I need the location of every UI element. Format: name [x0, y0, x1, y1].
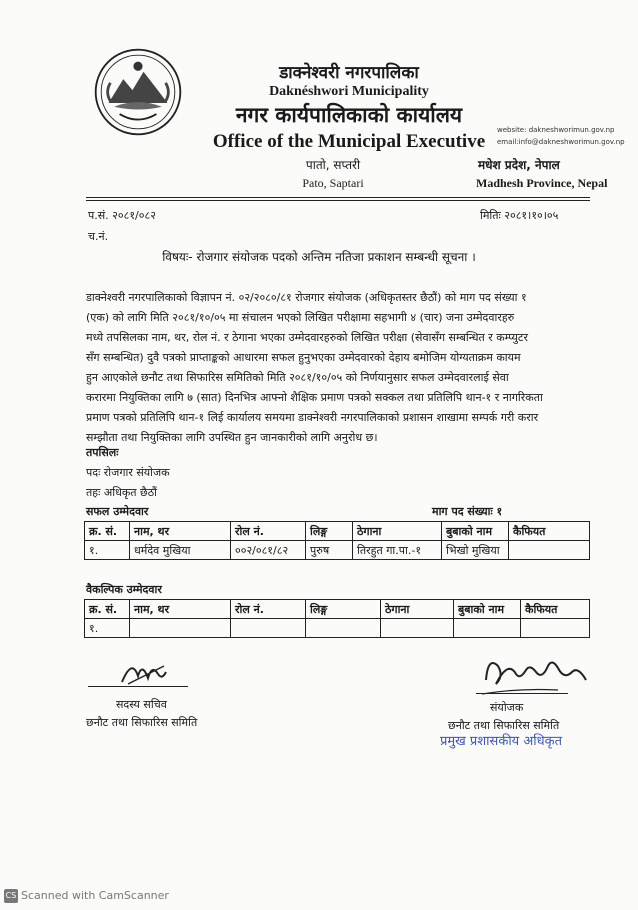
demand-count-label: माग पद संख्याः १: [432, 505, 503, 518]
body-line: सम्झौता तथा नियुक्तिका लागि उपस्थित हुन जानकारीको लागि अनुरोध छ।: [86, 431, 378, 444]
alternate-candidates-table: [84, 599, 590, 638]
table-row: [85, 619, 590, 638]
letter-number: प.सं. २०८१/०८२: [88, 209, 156, 222]
notice-body: [86, 288, 594, 448]
name-cell: [130, 619, 231, 638]
member-secretary-signature: [118, 654, 168, 688]
notice-subject: विषयः- रोजगार संयोजक पदको अन्तिम नतिजा प्रकाशन सम्बन्धी सूचना ।: [162, 250, 476, 264]
member-secretary-title: सदस्य सचिव: [116, 698, 167, 711]
office-name-nepali: नगर कार्यपालिकाको कार्यालय: [235, 103, 463, 127]
serial-cell: १.: [85, 619, 130, 638]
col-header: रोल नं.: [231, 522, 306, 541]
province-nepali: मधेश प्रदेश, नेपाल: [478, 158, 560, 172]
successful-candidates-label: सफल उम्मेदवार: [86, 505, 149, 518]
dispatch-number: च.नं.: [88, 230, 109, 243]
col-header: नाम, थर: [130, 600, 231, 619]
col-header: कैफियत: [509, 522, 590, 541]
col-header: बुबाको नाम: [442, 522, 509, 541]
body-line: हुन आएकोले छनौट तथा सिफारिस समितिको मिति २०८१/१०/०५ को निर्णयानुसार सफल उम्मेदवारलाई सेवा: [86, 371, 509, 384]
signature-line-right: [476, 693, 568, 694]
col-header: क्र. सं.: [85, 600, 130, 619]
table-header-row: [85, 600, 590, 619]
remarks-cell: [509, 541, 590, 560]
place-nepali: पातो, सप्तरी: [305, 158, 361, 172]
father-name-cell: भिखो मुखिया: [442, 541, 509, 560]
col-header: रोल नं.: [231, 600, 306, 619]
scanner-text: Scanned with CamScanner: [21, 889, 169, 902]
body-line: मध्ये तपसिलका नाम, थर, रोल नं. र ठेगाना भएका उम्मेदवारहरुको लिखित परीक्षा (सेवासँग सम्बन्धित र कम्प्युटर: [86, 331, 528, 344]
successful-candidates-table: [84, 521, 590, 560]
left-committee-name: छनौट तथा सिफारिस समिति: [86, 716, 198, 729]
address-cell: तिरहुत गा.पा.-१: [353, 541, 442, 560]
roll-cell: ००२/०८१/८२: [231, 541, 306, 560]
col-header: नाम, थर: [130, 522, 231, 541]
body-line: प्रमाण पत्रको प्रतिलिपि थान-१ लिई कार्यालय समयमा डाक्नेश्वरी नगरपालिकाको प्रशासन शाखामा सम्पर्क गरी करार: [86, 411, 539, 424]
col-header: लिङ्ग: [306, 600, 381, 619]
gender-cell: [306, 619, 381, 638]
alternate-candidates-label: वैकल्पिक उम्मेदवार: [86, 583, 162, 596]
level-label: तहः अधिकृत छैठौं: [86, 486, 158, 499]
gender-cell: पुरुष: [306, 541, 353, 560]
father-name-cell: [454, 619, 521, 638]
header-divider: [86, 197, 590, 198]
remarks-cell: [521, 619, 590, 638]
body-line: करारमा नियुक्तिका लागि ७ (सात) दिनभित्र आफ्नो शैक्षिक प्रमाण पत्रको सक्कल तथा प्रतिलिपि थान-१ र नागरिकता: [86, 391, 543, 404]
body-line: (एक) को लागि मिति २०८१/१०/०५ मा संचालन भएको लिखित परीक्षामा सहभागी ४ (चार) जना उम्मेदवारहरु: [86, 311, 515, 324]
org-name-english: Daknéshwori Municipality: [269, 84, 429, 99]
details-heading: तपसिलः: [86, 446, 119, 459]
scanner-watermark: [4, 889, 169, 903]
col-header: कैफियत: [521, 600, 590, 619]
right-committee-name: छनौट तथा सिफारिस समिति: [448, 719, 560, 732]
signature-line-left: [88, 686, 188, 687]
coordinator-title: संयोजक: [490, 701, 524, 714]
body-line: सँग सम्बन्धित) दुवै पत्रको प्राप्ताङ्कको आधारमा सफल हुनुभएका उम्मेदवारको देहाय बमोजिम योग्यताक्रम कायम: [86, 351, 521, 364]
roll-cell: [231, 619, 306, 638]
col-header: ठेगाना: [353, 522, 442, 541]
serial-cell: १.: [85, 541, 130, 560]
coordinator-signature: [478, 650, 590, 698]
email-text: email:info@dakneshworimun.gov.np: [497, 138, 625, 146]
col-header: लिङ्ग: [306, 522, 353, 541]
table-row: [85, 541, 590, 560]
province-english: Madhesh Province, Nepal: [476, 176, 608, 190]
org-name-nepali: डाक्नेश्वरी नगरपालिका: [279, 63, 419, 83]
col-header: क्र. सं.: [85, 522, 130, 541]
place-english: Pato, Saptari: [302, 176, 364, 190]
col-header: बुबाको नाम: [454, 600, 521, 619]
address-cell: [381, 619, 454, 638]
body-line: डाक्नेश्वरी नगरपालिकाको विज्ञापन नं. ०२/२०८०/८१ रोजगार संयोजक (अधिकृतस्तर छैठौं) को माग पद संख्या १: [86, 291, 527, 304]
contact-block: [497, 124, 625, 148]
header-divider-inner: [86, 200, 590, 201]
table-header-row: [85, 522, 590, 541]
website-text: website: dakneshworimun.gov.np: [497, 126, 615, 134]
post-label: पदः रोजगार संयोजक: [86, 466, 170, 479]
camscanner-logo-icon: CS: [4, 889, 18, 903]
office-name-english: Office of the Municipal Executive: [212, 131, 486, 152]
cao-stamp: प्रमुख प्रशासकीय अधिकृत: [440, 734, 563, 749]
col-header: ठेगाना: [381, 600, 454, 619]
name-cell: धर्मदेव मुखिया: [130, 541, 231, 560]
letter-date: मितिः २०८१।१०।०५: [480, 209, 559, 222]
